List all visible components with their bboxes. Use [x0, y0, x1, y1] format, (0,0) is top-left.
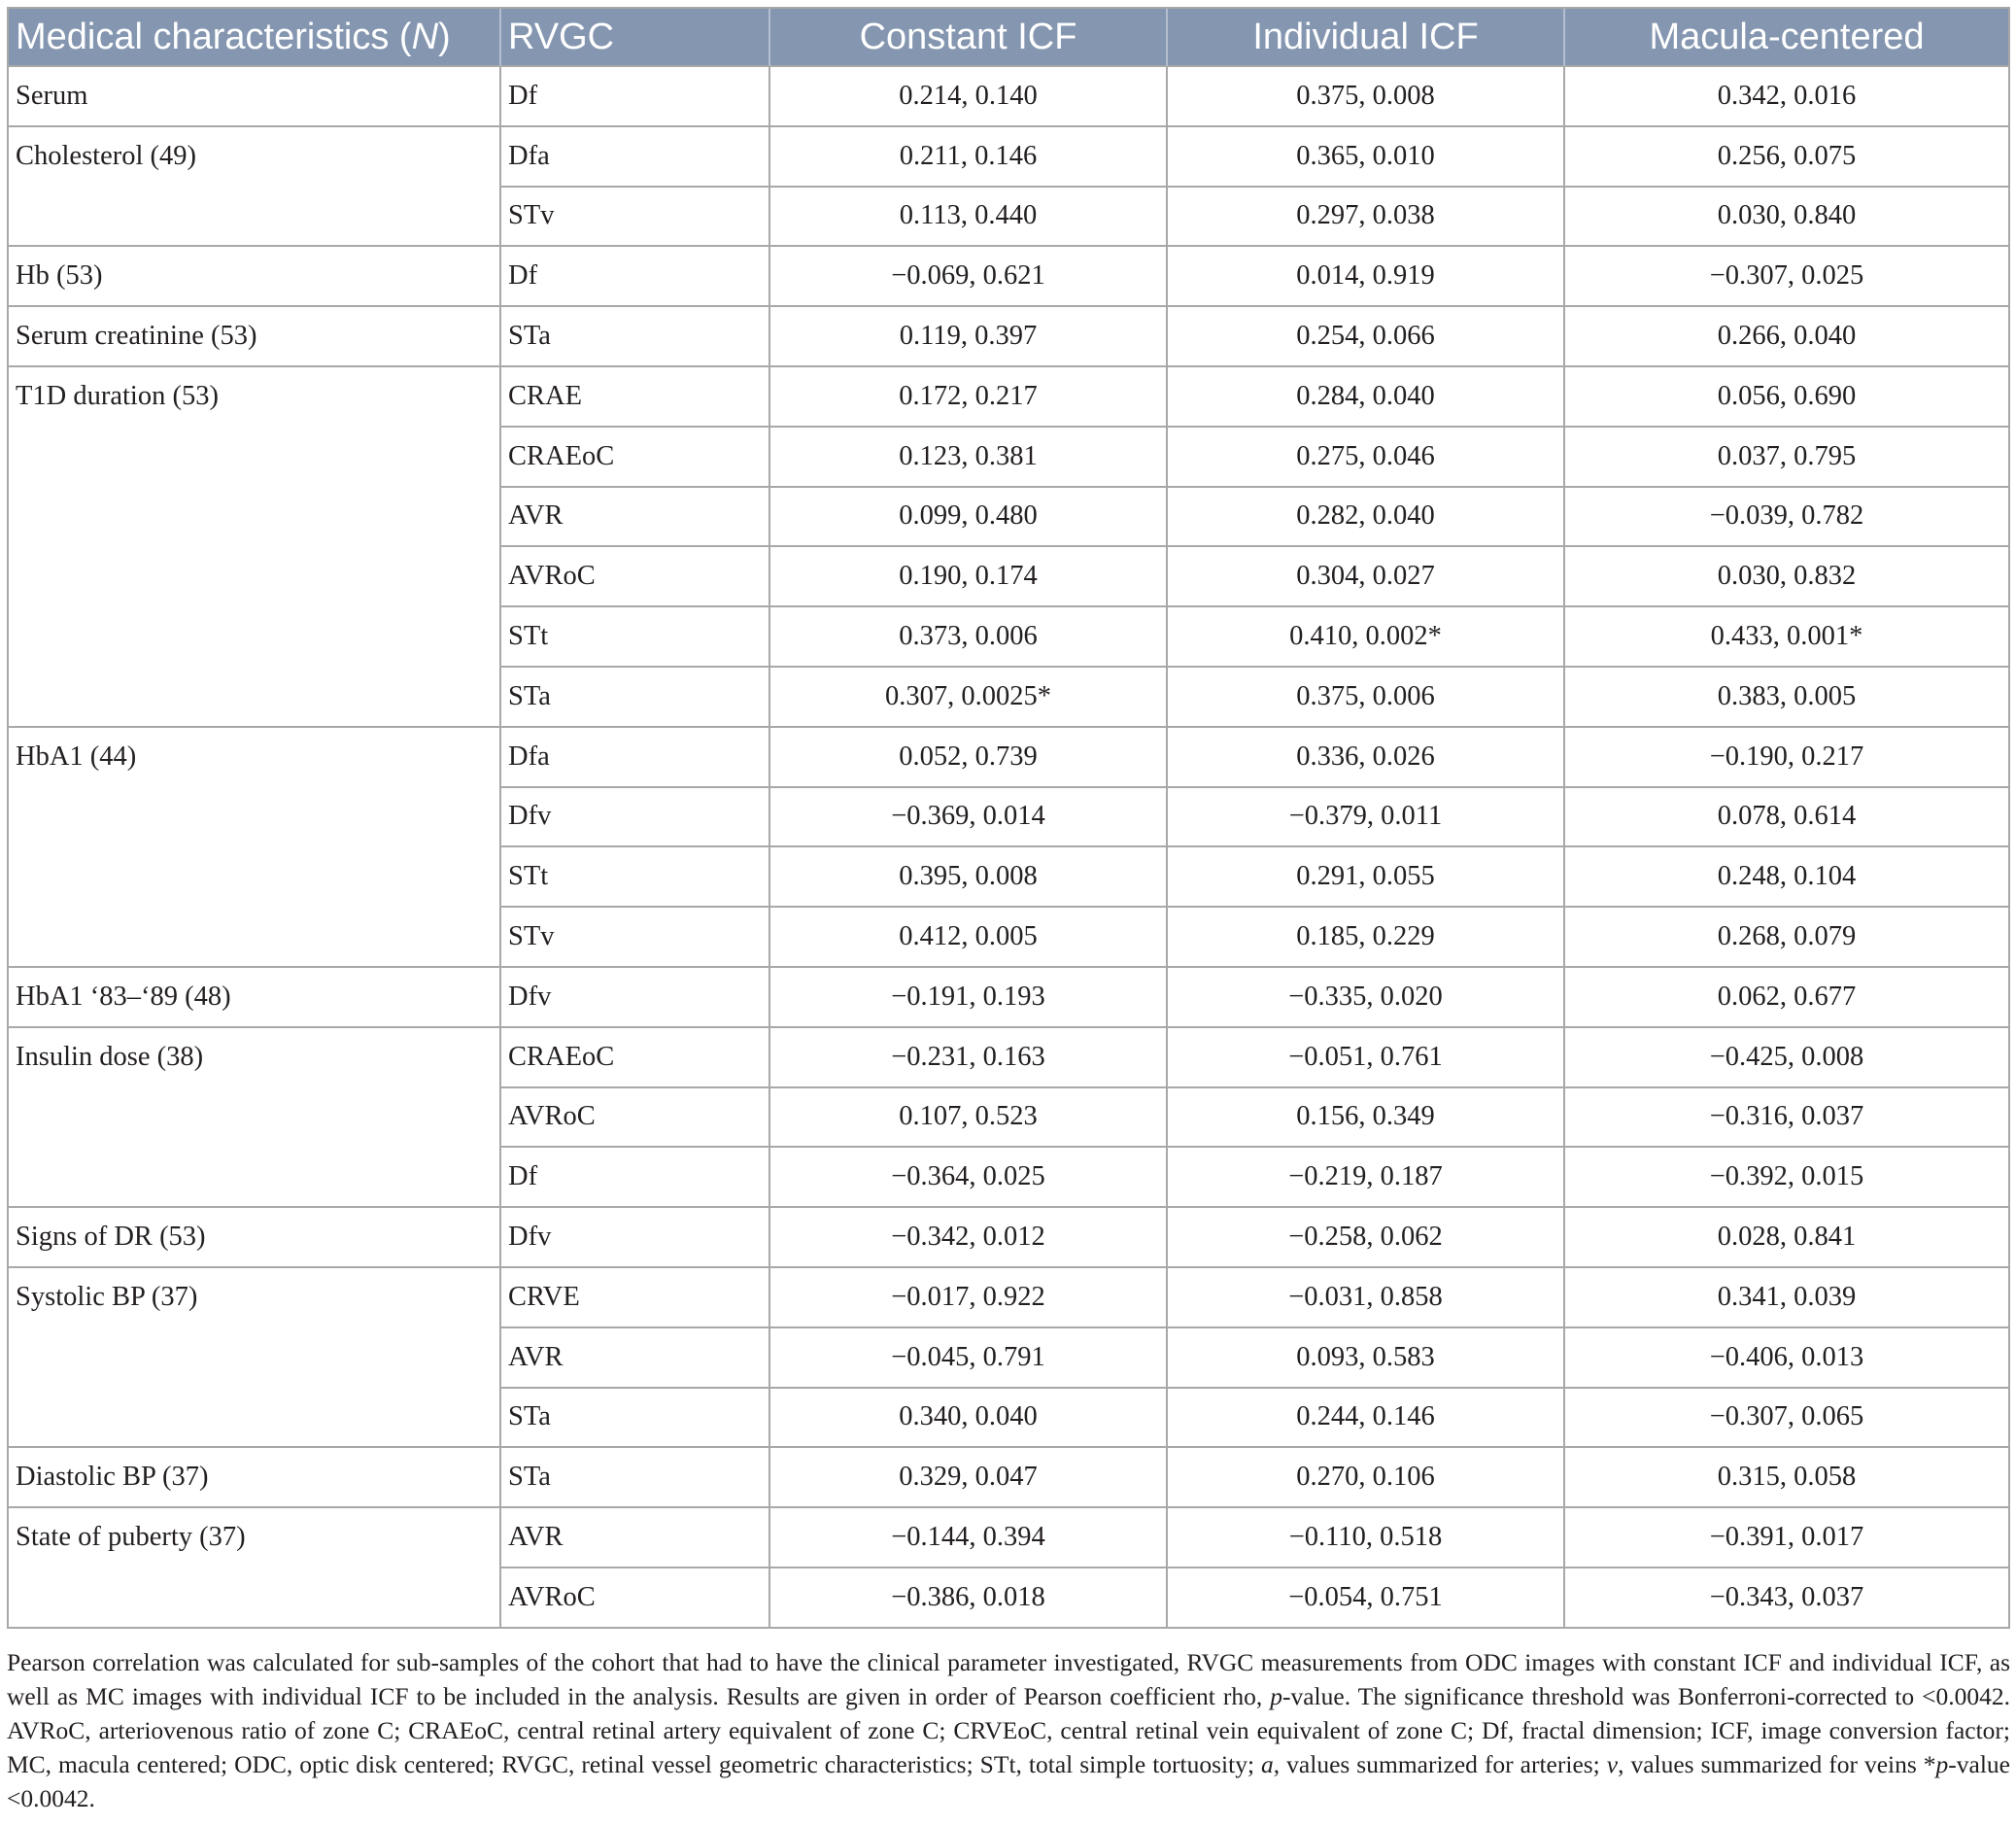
individual-icf-cell: 0.270, 0.106 — [1168, 1448, 1565, 1508]
data-table — [7, 7, 2010, 1629]
macula-centered-cell: 0.062, 0.677 — [1565, 968, 2010, 1028]
rvgc-cell: CRAE — [501, 367, 770, 428]
macula-centered-cell: −0.039, 0.782 — [1565, 488, 2010, 548]
rvgc-cell: STv — [501, 908, 770, 968]
rvgc-cell: Dfa — [501, 127, 770, 188]
rvgc-cell: Df — [501, 1148, 770, 1208]
individual-icf-cell: 0.275, 0.046 — [1168, 428, 1565, 488]
medical-characteristic-cell: Serum — [9, 67, 501, 127]
footnote-text: , values summarized for veins * — [1618, 1750, 1936, 1778]
rvgc-cell: Dfa — [501, 728, 770, 788]
individual-icf-cell: 0.375, 0.008 — [1168, 67, 1565, 127]
individual-icf-cell: 0.185, 0.229 — [1168, 908, 1565, 968]
constant-icf-cell: 0.373, 0.006 — [770, 607, 1168, 668]
rvgc-cell: Df — [501, 247, 770, 307]
footnote-text: -value. The significance threshold was Bonferroni-corrected to <0.0042. AVRoC, arteriovenous ratio of zone C; CRAEoC, central retinal artery equivalent of zone C; CRVEoC, central retinal vein equivalent of zone C; Df, fractal dimension; ICF, image conversion factor; MC, macula centered; ODC, optic disk centered; RVGC, retinal vessel geometric characteristics; STt, total simple tortuosity; — [7, 1682, 2010, 1778]
individual-icf-cell: −0.335, 0.020 — [1168, 968, 1565, 1028]
macula-centered-cell: −0.190, 0.217 — [1565, 728, 2010, 788]
macula-centered-cell: −0.307, 0.065 — [1565, 1389, 2010, 1449]
constant-icf-cell: 0.329, 0.047 — [770, 1448, 1168, 1508]
constant-icf-cell: −0.231, 0.163 — [770, 1028, 1168, 1088]
individual-icf-cell: 0.375, 0.006 — [1168, 668, 1565, 728]
constant-icf-cell: −0.191, 0.193 — [770, 968, 1168, 1028]
macula-centered-cell: 0.383, 0.005 — [1565, 668, 2010, 728]
constant-icf-cell: 0.107, 0.523 — [770, 1088, 1168, 1149]
constant-icf-cell: 0.412, 0.005 — [770, 908, 1168, 968]
rvgc-cell: Dfv — [501, 968, 770, 1028]
header-individual-icf: Individual ICF — [1168, 9, 1565, 67]
footnote-italic-p: p — [1270, 1682, 1282, 1710]
individual-icf-cell: −0.110, 0.518 — [1168, 1508, 1565, 1568]
individual-icf-cell: 0.284, 0.040 — [1168, 367, 1565, 428]
rvgc-cell: CRAEoC — [501, 1028, 770, 1088]
medical-characteristic-cell: HbA1 ‘83–‘89 (48) — [9, 968, 501, 1028]
footnote-italic-a: a — [1261, 1750, 1274, 1778]
constant-icf-cell: −0.386, 0.018 — [770, 1568, 1168, 1629]
rvgc-cell: STt — [501, 847, 770, 908]
medical-characteristic-cell: Insulin dose (38) — [9, 1028, 501, 1208]
medical-characteristic-cell: Cholesterol (49) — [9, 127, 501, 248]
individual-icf-cell: 0.291, 0.055 — [1168, 847, 1565, 908]
rvgc-cell: STa — [501, 1448, 770, 1508]
individual-icf-cell: 0.336, 0.026 — [1168, 728, 1565, 788]
individual-icf-cell: 0.365, 0.010 — [1168, 127, 1565, 188]
individual-icf-cell: −0.258, 0.062 — [1168, 1208, 1565, 1268]
constant-icf-cell: 0.211, 0.146 — [770, 127, 1168, 188]
macula-centered-cell: −0.425, 0.008 — [1565, 1028, 2010, 1088]
macula-centered-cell: 0.256, 0.075 — [1565, 127, 2010, 188]
constant-icf-cell: −0.069, 0.621 — [770, 247, 1168, 307]
macula-centered-cell: −0.391, 0.017 — [1565, 1508, 2010, 1568]
rvgc-cell: STa — [501, 1389, 770, 1449]
individual-icf-cell: 0.093, 0.583 — [1168, 1328, 1565, 1389]
rvgc-cell: CRAEoC — [501, 428, 770, 488]
individual-icf-cell: −0.379, 0.011 — [1168, 788, 1565, 848]
constant-icf-cell: −0.342, 0.012 — [770, 1208, 1168, 1268]
table-footnote — [7, 1645, 2010, 1815]
macula-centered-cell: 0.030, 0.840 — [1565, 188, 2010, 248]
medical-characteristic-cell: T1D duration (53) — [9, 367, 501, 728]
medical-characteristic-cell: Signs of DR (53) — [9, 1208, 501, 1268]
macula-centered-cell: 0.028, 0.841 — [1565, 1208, 2010, 1268]
constant-icf-cell: 0.395, 0.008 — [770, 847, 1168, 908]
macula-centered-cell: 0.078, 0.614 — [1565, 788, 2010, 848]
footnote-text: Pearson correlation was calculated for sub-samples of the cohort that had to have the clinical parameter investigated, RVGC measurements from ODC images with constant ICF and individual ICF, as well as MC images with individual ICF to be included in the analysis. Results are given in order of Pearson coefficient rho, — [7, 1648, 2010, 1710]
individual-icf-cell: 0.014, 0.919 — [1168, 247, 1565, 307]
table-container — [7, 7, 2010, 1629]
macula-centered-cell: −0.307, 0.025 — [1565, 247, 2010, 307]
macula-centered-cell: −0.343, 0.037 — [1565, 1568, 2010, 1629]
macula-centered-cell: 0.030, 0.832 — [1565, 547, 2010, 607]
constant-icf-cell: 0.123, 0.381 — [770, 428, 1168, 488]
macula-centered-cell: −0.316, 0.037 — [1565, 1088, 2010, 1149]
constant-icf-cell: −0.144, 0.394 — [770, 1508, 1168, 1568]
rvgc-cell: AVRoC — [501, 547, 770, 607]
constant-icf-cell: −0.045, 0.791 — [770, 1328, 1168, 1389]
medical-characteristic-cell: Hb (53) — [9, 247, 501, 307]
individual-icf-cell: −0.219, 0.187 — [1168, 1148, 1565, 1208]
footnote-text: , values summarized for arteries; — [1273, 1750, 1607, 1778]
footnote-italic-p: p — [1935, 1750, 1949, 1778]
rvgc-cell: STt — [501, 607, 770, 668]
individual-icf-cell: 0.244, 0.146 — [1168, 1389, 1565, 1449]
individual-icf-cell: 0.304, 0.027 — [1168, 547, 1565, 607]
constant-icf-cell: 0.214, 0.140 — [770, 67, 1168, 127]
header-label-suffix: ) — [438, 17, 451, 57]
rvgc-cell: Dfv — [501, 788, 770, 848]
macula-centered-cell: 0.037, 0.795 — [1565, 428, 2010, 488]
individual-icf-cell: −0.054, 0.751 — [1168, 1568, 1565, 1629]
constant-icf-cell: 0.190, 0.174 — [770, 547, 1168, 607]
macula-centered-cell: −0.406, 0.013 — [1565, 1328, 2010, 1389]
header-label-n: N — [411, 17, 439, 57]
macula-centered-cell: 0.266, 0.040 — [1565, 307, 2010, 367]
macula-centered-cell: 0.315, 0.058 — [1565, 1448, 2010, 1508]
individual-icf-cell: 0.282, 0.040 — [1168, 488, 1565, 548]
constant-icf-cell: −0.364, 0.025 — [770, 1148, 1168, 1208]
macula-centered-cell: 0.341, 0.039 — [1565, 1268, 2010, 1328]
rvgc-cell: AVRoC — [501, 1088, 770, 1149]
rvgc-cell: AVR — [501, 1508, 770, 1568]
constant-icf-cell: 0.340, 0.040 — [770, 1389, 1168, 1449]
medical-characteristic-cell: HbA1 (44) — [9, 728, 501, 968]
medical-characteristic-cell: Serum creatinine (53) — [9, 307, 501, 367]
header-medical-characteristics-label — [16, 16, 451, 58]
header-label-prefix: Medical characteristics ( — [16, 17, 412, 57]
constant-icf-cell: −0.017, 0.922 — [770, 1268, 1168, 1328]
individual-icf-cell: −0.051, 0.761 — [1168, 1028, 1565, 1088]
header-macula-centered: Macula-centered — [1565, 9, 2010, 67]
constant-icf-cell: 0.052, 0.739 — [770, 728, 1168, 788]
medical-characteristic-cell: Systolic BP (37) — [9, 1268, 501, 1448]
constant-icf-cell: 0.119, 0.397 — [770, 307, 1168, 367]
constant-icf-cell: 0.172, 0.217 — [770, 367, 1168, 428]
rvgc-cell: CRVE — [501, 1268, 770, 1328]
header-rvgc: RVGC — [501, 9, 770, 67]
footnote-italic-v: v — [1606, 1750, 1619, 1778]
rvgc-cell: STa — [501, 668, 770, 728]
constant-icf-cell: 0.113, 0.440 — [770, 188, 1168, 248]
macula-centered-cell: 0.433, 0.001* — [1565, 607, 2010, 668]
constant-icf-cell: 0.099, 0.480 — [770, 488, 1168, 548]
rvgc-cell: AVRoC — [501, 1568, 770, 1629]
macula-centered-cell: −0.392, 0.015 — [1565, 1148, 2010, 1208]
constant-icf-cell: 0.307, 0.0025* — [770, 668, 1168, 728]
individual-icf-cell: 0.254, 0.066 — [1168, 307, 1565, 367]
header-medical-characteristics — [9, 9, 501, 67]
macula-centered-cell: 0.248, 0.104 — [1565, 847, 2010, 908]
rvgc-cell: AVR — [501, 488, 770, 548]
footnote-text: -value <0.0042. — [7, 1750, 2010, 1812]
rvgc-cell: Df — [501, 67, 770, 127]
macula-centered-cell: 0.268, 0.079 — [1565, 908, 2010, 968]
individual-icf-cell: 0.156, 0.349 — [1168, 1088, 1565, 1149]
medical-characteristic-cell: State of puberty (37) — [9, 1508, 501, 1629]
macula-centered-cell: 0.056, 0.690 — [1565, 367, 2010, 428]
macula-centered-cell: 0.342, 0.016 — [1565, 67, 2010, 127]
individual-icf-cell: −0.031, 0.858 — [1168, 1268, 1565, 1328]
individual-icf-cell: 0.297, 0.038 — [1168, 188, 1565, 248]
individual-icf-cell: 0.410, 0.002* — [1168, 607, 1565, 668]
rvgc-cell: AVR — [501, 1328, 770, 1389]
rvgc-cell: Dfv — [501, 1208, 770, 1268]
constant-icf-cell: −0.369, 0.014 — [770, 788, 1168, 848]
medical-characteristic-cell: Diastolic BP (37) — [9, 1448, 501, 1508]
rvgc-cell: STa — [501, 307, 770, 367]
header-constant-icf: Constant ICF — [770, 9, 1168, 67]
rvgc-cell: STv — [501, 188, 770, 248]
